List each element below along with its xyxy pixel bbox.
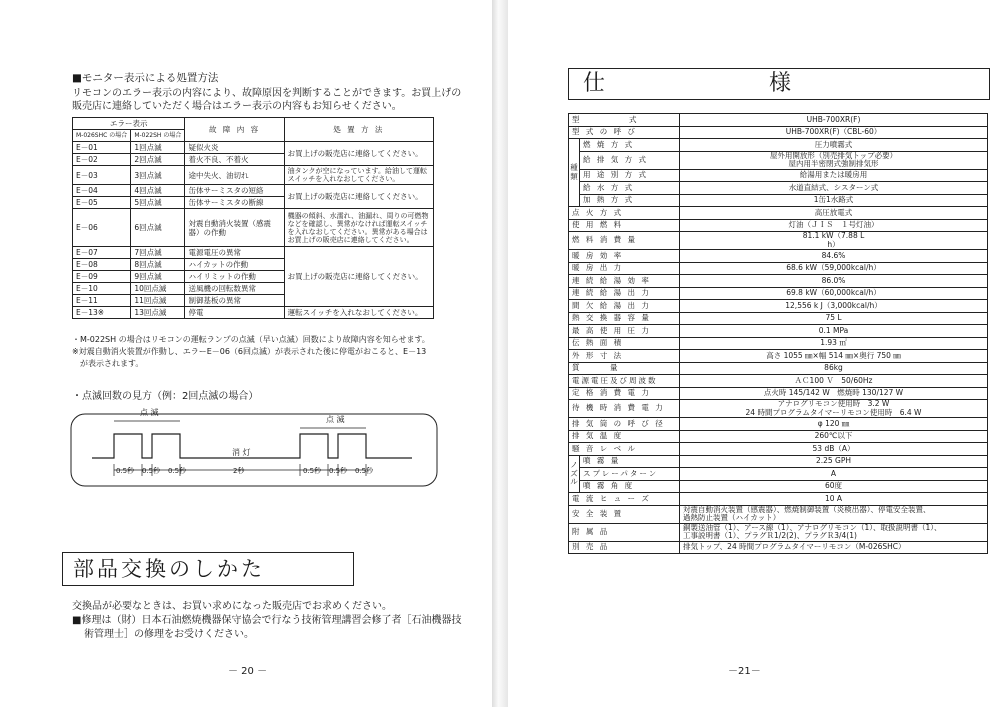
spec-value: 10 A xyxy=(680,493,988,506)
error-cause: ハイリミットの作動 xyxy=(185,271,284,283)
spec-value: 排気トップ、24 時間プログラムタイマーリモコン（M-026SHC） xyxy=(680,541,988,554)
spec-value: 圧力噴霧式 xyxy=(680,139,988,152)
spec-label: 使 用 燃 料 xyxy=(569,219,680,232)
spec-label: 伝 熱 面 積 xyxy=(569,337,680,350)
error-cause: 缶体サーミスタの短絡 xyxy=(185,185,284,197)
spec-row xyxy=(569,139,988,152)
spec-row xyxy=(569,350,988,363)
spec-value: UHB-700XR(F)（CBL-60） xyxy=(680,126,988,139)
time-label: 0.5秒 xyxy=(329,467,348,475)
error-cause: ハイカットの作動 xyxy=(185,259,284,271)
spec-value: アナログリモコン使用時 3.2 W 24 時間プログラムタイマーリモコン使用時 6.4 W xyxy=(680,400,988,418)
spec-row xyxy=(569,541,988,554)
spec-title: 仕 様 xyxy=(583,71,832,96)
blink-count: 13回点滅 xyxy=(131,307,185,319)
spec-row xyxy=(569,182,988,195)
time-label: 2秒 xyxy=(233,467,245,475)
intro-line-2: 販売店に連絡していただく場合はエラー表示の内容もお知らせください。 xyxy=(72,101,402,112)
error-cause: 対震自動消火装置（感震器）の作動 xyxy=(185,209,284,247)
spec-label: 点 火 方 式 xyxy=(569,207,680,220)
spec-value: 水道直結式、シスターン式 xyxy=(680,182,988,195)
spec-group-label: 種類 xyxy=(569,139,580,207)
note-e13-line-2: が表示されます。 xyxy=(80,359,144,368)
spec-value: 2.25 GPH xyxy=(680,455,988,468)
blink-count: 9回点滅 xyxy=(131,271,185,283)
spec-value: 高さ 1055 ㎜×幅 514 ㎜×奥行 750 ㎜ xyxy=(680,350,988,363)
spec-label: 最 高 使 用 圧 力 xyxy=(569,325,680,338)
spec-title-box xyxy=(568,68,990,100)
table-row xyxy=(73,209,434,247)
spec-value: 53 dB（A） xyxy=(680,443,988,456)
time-label: 0.5秒 xyxy=(303,467,322,475)
error-action: お買上げの販売店に連絡してください。 xyxy=(284,185,433,209)
spec-label: 熱 交 換 器 容 量 xyxy=(569,312,680,325)
error-cause: 途中失火、油切れ xyxy=(185,166,284,185)
blink-count: 5回点滅 xyxy=(131,197,185,209)
spec-value: A xyxy=(680,468,988,481)
blink-heading: ・点滅回数の見方（例：2回点滅の場合） xyxy=(72,391,259,402)
spec-label: 排 気 温 度 xyxy=(569,430,680,443)
spec-label: 燃 料 消 費 量 xyxy=(569,232,680,250)
spec-row xyxy=(569,312,988,325)
spec-row xyxy=(569,219,988,232)
blink-count: 1回点滅 xyxy=(131,142,185,154)
table-row xyxy=(73,247,434,259)
blink-count: 10回点滅 xyxy=(131,283,185,295)
spec-label: 型 式 の 呼 び xyxy=(569,126,680,139)
page-number: －21－ xyxy=(728,666,761,677)
spec-label: 連 続 給 湯 効 率 xyxy=(569,275,680,288)
spec-row xyxy=(569,523,988,541)
error-code: E－03 xyxy=(73,166,131,185)
spec-label: 間 欠 給 湯 出 力 xyxy=(569,300,680,313)
spec-label: 安 全 装 置 xyxy=(569,505,680,523)
spec-row xyxy=(569,232,988,250)
spec-row xyxy=(569,400,988,418)
error-table-header-action: 処 置 方 法 xyxy=(284,118,433,142)
parts-line-2: ■修理は（財）日本石油燃焼機器保守協会で行なう技術管理講習会修了者［石油機器技 xyxy=(72,615,462,626)
spec-value: 高圧放電式 xyxy=(680,207,988,220)
error-action: 運転スイッチを入れなおしてください。 xyxy=(284,307,433,319)
spec-label: 外 形 寸 法 xyxy=(569,350,680,363)
spec-label: 噴 霧 量 xyxy=(580,455,680,468)
spec-value: 68.6 kW（59,000kcal/h） xyxy=(680,262,988,275)
spec-value: 0.1 MPa xyxy=(680,325,988,338)
error-cause: 疑似火炎 xyxy=(185,142,284,154)
spec-value: 81.1 kW（7.88 L h） xyxy=(680,232,988,250)
spec-row xyxy=(569,262,988,275)
spec-value: ＡＣ100 Ｖ 50/60Hz xyxy=(680,375,988,388)
spec-row xyxy=(569,468,988,481)
blink-count: 11回点滅 xyxy=(131,295,185,307)
spec-row xyxy=(569,337,988,350)
error-table xyxy=(72,117,434,319)
spec-row xyxy=(569,287,988,300)
spec-value: 60度 xyxy=(680,480,988,493)
spec-label: 連 続 給 湯 出 力 xyxy=(569,287,680,300)
blink-count: 4回点滅 xyxy=(131,185,185,197)
spec-label: 別 売 品 xyxy=(569,541,680,554)
spec-value: 1缶1水路式 xyxy=(680,194,988,207)
error-code: E－02 xyxy=(73,154,131,166)
error-action: お買上げの販売店に連絡してください。 xyxy=(284,247,433,307)
spec-label: 電 流 ヒ ュ ー ズ xyxy=(569,493,680,506)
time-label: 0.5秒 xyxy=(142,467,161,475)
parts-title-box xyxy=(62,552,354,586)
spec-label: 給 水 方 式 xyxy=(580,182,680,195)
blink-diagram xyxy=(70,408,438,488)
spec-value: 12,556 k J（3,000kcal/h） xyxy=(680,300,988,313)
error-cause: 電源電圧の異常 xyxy=(185,247,284,259)
spec-label: 給 排 気 方 式 xyxy=(580,151,680,169)
spec-value: 屋外用開放形（別売排気トップ必要） 屋内用半密閉式強制排気形 xyxy=(680,151,988,169)
spec-label: 騒 音 レ ベ ル xyxy=(569,443,680,456)
parts-line-3: 術管理士］の修理をお受けください。 xyxy=(84,629,254,640)
error-cause: 停電 xyxy=(185,307,284,319)
spec-row xyxy=(569,480,988,493)
spec-row xyxy=(569,505,988,523)
error-code: E－11 xyxy=(73,295,131,307)
spec-row xyxy=(569,325,988,338)
off-label: 消 灯 xyxy=(232,448,251,457)
spec-value: 点火時 145/142 W 燃焼時 130/127 W xyxy=(680,387,988,400)
blink-diagram-graphic xyxy=(70,408,438,488)
spec-row xyxy=(569,275,988,288)
book-gutter xyxy=(492,0,508,707)
spec-value: 260℃以下 xyxy=(680,430,988,443)
time-label: 0.5秒 xyxy=(355,467,374,475)
spec-row xyxy=(569,455,988,468)
spec-row xyxy=(569,375,988,388)
spec-row xyxy=(569,169,988,182)
error-cause: 送風機の回転数異常 xyxy=(185,283,284,295)
time-label: 0.5秒 xyxy=(116,467,135,475)
spec-value: 86.0% xyxy=(680,275,988,288)
time-label: 0.5秒 xyxy=(168,467,187,475)
spec-row xyxy=(569,207,988,220)
left-page xyxy=(0,0,492,707)
note-e13-line-1: ※対震自動消火装置が作動し、エラーE－06（6回点滅）が表示された後に停電がおこると、E－13 xyxy=(72,347,427,356)
spec-label: 燃 焼 方 式 xyxy=(580,139,680,152)
error-code: E－09 xyxy=(73,271,131,283)
spec-row xyxy=(569,151,988,169)
error-cause: 制御基板の異常 xyxy=(185,295,284,307)
spec-label: 電源電圧及び周波数 xyxy=(569,375,680,388)
spec-value: φ 120 ㎜ xyxy=(680,418,988,431)
spec-row xyxy=(569,493,988,506)
spec-label: 加 熱 方 式 xyxy=(580,194,680,207)
spec-row xyxy=(569,443,988,456)
monitor-heading: ■モニター表示による処置方法 xyxy=(72,72,219,84)
error-code: E－08 xyxy=(73,259,131,271)
error-code: E－07 xyxy=(73,247,131,259)
spec-label: 型 式 xyxy=(569,114,680,127)
table-row xyxy=(73,307,434,319)
table-row xyxy=(73,166,434,185)
blink-count: 2回点滅 xyxy=(131,154,185,166)
intro-line-1: リモコンのエラー表示の内容により、故障原因を判断することができます。お買上げの xyxy=(72,88,462,99)
error-code: E－10 xyxy=(73,283,131,295)
blink-label-1: 点 滅 xyxy=(140,408,159,417)
error-cause: 着火不良、不着火 xyxy=(185,154,284,166)
spec-label: 暖 房 効 率 xyxy=(569,250,680,263)
error-action: お買上げの販売店に連絡してください。 xyxy=(284,142,433,166)
spec-row xyxy=(569,126,988,139)
spec-label: スプレーパターン xyxy=(580,468,680,481)
spec-label: 定 格 消 費 電 力 xyxy=(569,387,680,400)
right-page xyxy=(508,0,1000,707)
spec-value: 1.93 ㎡ xyxy=(680,337,988,350)
note-m022sh: ・M-022SH の場合はリモコンの運転ランプの点滅（早い点滅）回数により故障内容を知らせます。 xyxy=(72,335,430,344)
error-action: 機器の傾斜、水濡れ、油漏れ、周りの可燃物などを確認し、異常がなければ運転スイッチを入れなおしてください。異常がある場合はお買上げの販売店に連絡してください。 xyxy=(284,209,433,247)
error-code: E－05 xyxy=(73,197,131,209)
spec-label: 待 機 時 消 費 電 力 xyxy=(569,400,680,418)
error-code: E－13※ xyxy=(73,307,131,319)
spec-group-label: ノズル xyxy=(569,455,580,493)
error-table-header-group: エラー表示 xyxy=(73,118,185,130)
blink-label-2: 点 滅 xyxy=(326,415,345,424)
blink-count: 3回点滅 xyxy=(131,166,185,185)
spec-value: 銅製送油管（1）、アース線（1）、アナログリモコン（1）、取扱説明書（1）、 工事説明書（1）、プラグＲ1/2(2)、プラグＲ3/4(1) xyxy=(680,523,988,541)
error-table-header-cause: 故 障 内 容 xyxy=(185,118,284,142)
error-code: E－06 xyxy=(73,209,131,247)
parts-title: 部品交換のしかた xyxy=(73,557,265,581)
spec-value: 86kg xyxy=(680,362,988,375)
spec-label: 噴 霧 角 度 xyxy=(580,480,680,493)
spec-row xyxy=(569,250,988,263)
spec-label: 質 量 xyxy=(569,362,680,375)
page-number: － 20 － xyxy=(228,666,268,677)
spec-value: 対震自動消火装置（感震器）、燃焼制御装置（炎検出器）、停電安全装置、 過熱防止装置（ハイカット） xyxy=(680,505,988,523)
table-row xyxy=(73,185,434,197)
error-code: E－04 xyxy=(73,185,131,197)
spec-row xyxy=(569,194,988,207)
spec-table xyxy=(568,113,988,554)
error-cause: 缶体サーミスタの断線 xyxy=(185,197,284,209)
spec-value: 給湯用または暖房用 xyxy=(680,169,988,182)
blink-count: 6回点滅 xyxy=(131,209,185,247)
blink-count: 7回点滅 xyxy=(131,247,185,259)
spec-row xyxy=(569,387,988,400)
spec-value: 灯油（ＪＩＳ １号灯油） xyxy=(680,219,988,232)
parts-line-1: 交換品が必要なときは、お買い求めになった販売店でお求めください。 xyxy=(72,601,392,612)
error-table-header-model1: M-026SHC の場合 xyxy=(73,130,131,142)
spec-label: 附 属 品 xyxy=(569,523,680,541)
error-action: 油タンクが空になっています。給油して運転スイッチを入れなおしてください。 xyxy=(284,166,433,185)
error-code: E－01 xyxy=(73,142,131,154)
spec-value: 84.6% xyxy=(680,250,988,263)
table-row xyxy=(73,142,434,154)
blink-count: 8回点滅 xyxy=(131,259,185,271)
spec-row xyxy=(569,300,988,313)
spec-label: 用 途 別 方 式 xyxy=(580,169,680,182)
spec-row xyxy=(569,418,988,431)
spec-row xyxy=(569,114,988,127)
spec-value: UHB-700XR(F) xyxy=(680,114,988,127)
spec-label: 暖 房 出 力 xyxy=(569,262,680,275)
spec-value: 75 L xyxy=(680,312,988,325)
spec-value: 69.8 kW（60,000kcal/h） xyxy=(680,287,988,300)
error-table-header-model2: M-022SH の場合 xyxy=(131,130,185,142)
spec-label: 排 気 筒 の 呼 び 径 xyxy=(569,418,680,431)
spec-row xyxy=(569,362,988,375)
spec-row xyxy=(569,430,988,443)
